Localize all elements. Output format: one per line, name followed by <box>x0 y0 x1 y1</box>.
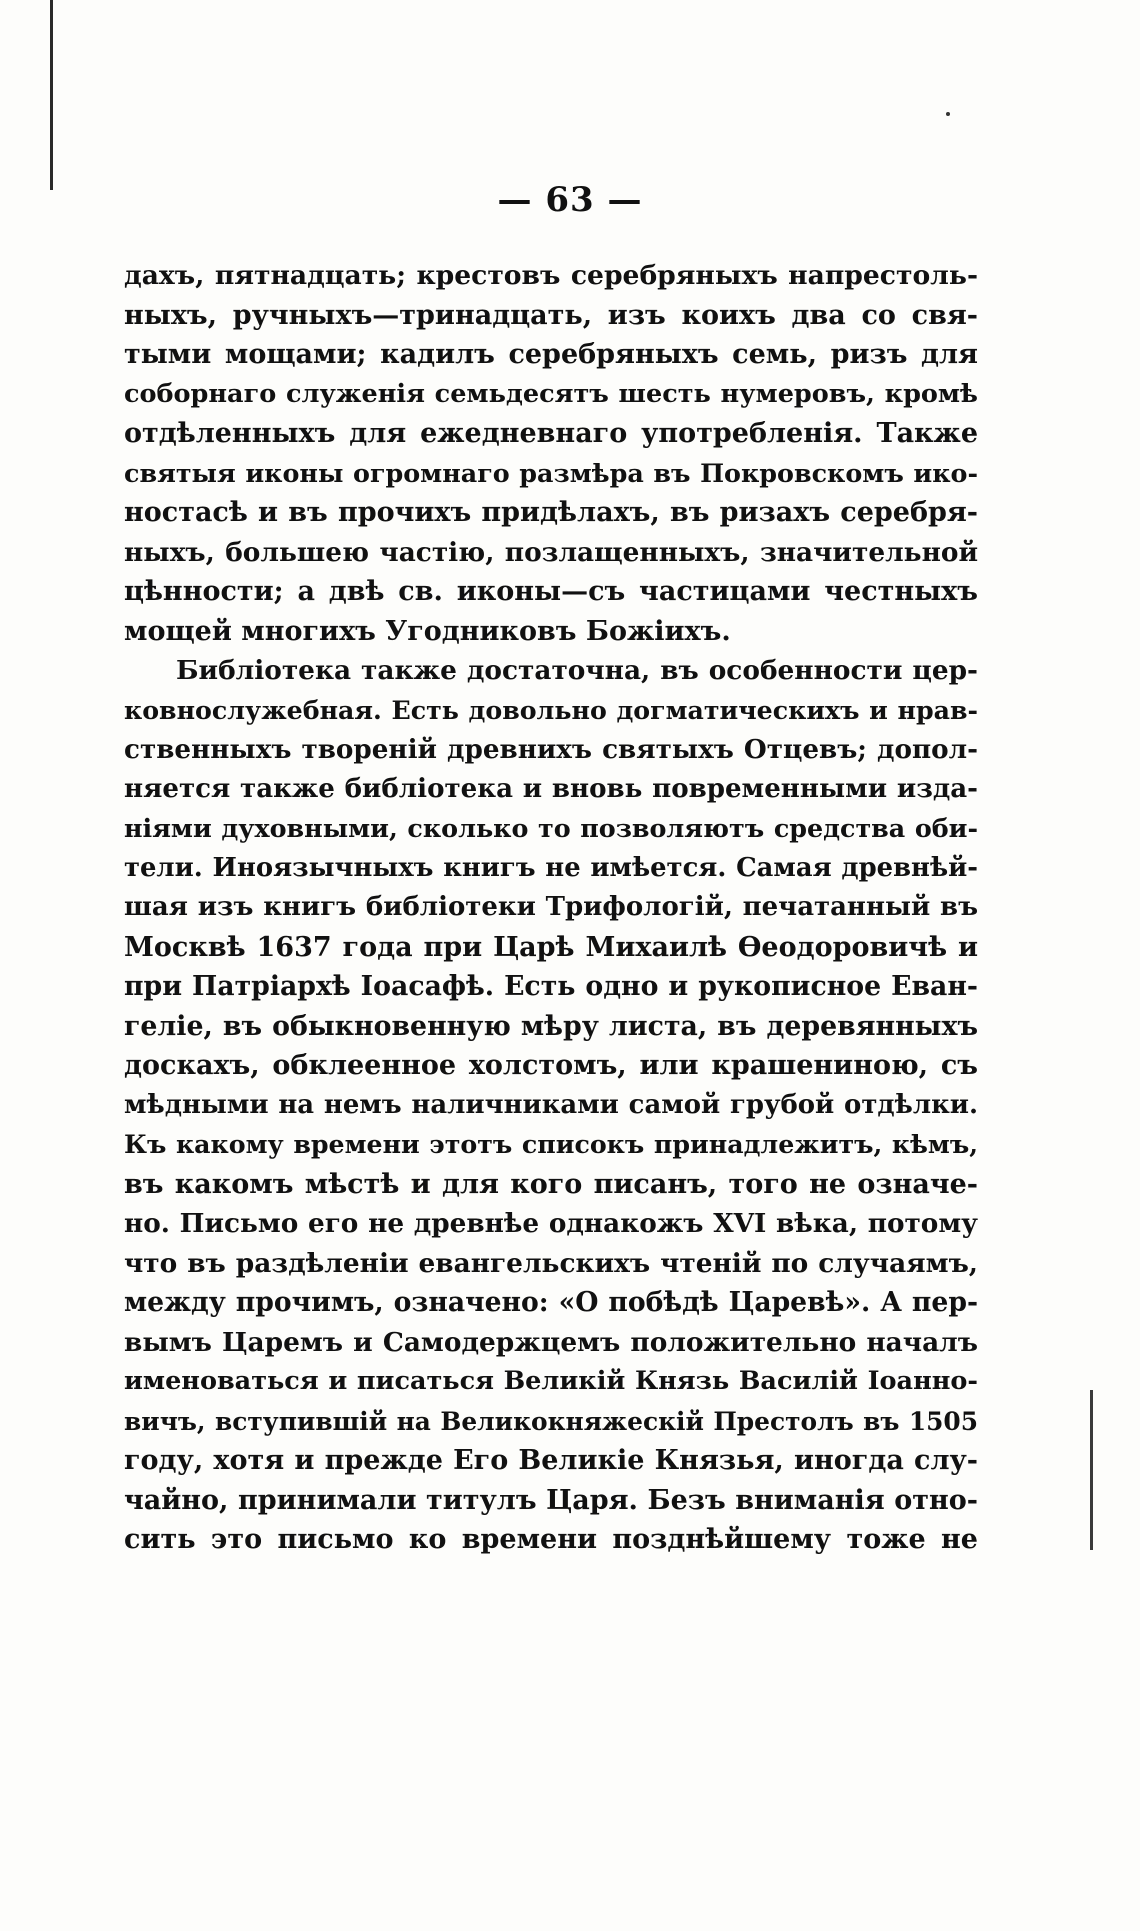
text-line: но. Письмо его не древнѣе однакожъ XVI вѣка, потому <box>124 1208 978 1239</box>
text-line: цѣнности; а двѣ св. иконы—съ частицами честныхъ <box>124 576 978 607</box>
text-line: тели. Иноязычныхъ книгъ не имѣется. Самая древнѣй- <box>124 852 978 883</box>
text-line: соборнаго служенія семьдесятъ шесть нумеровъ, кромѣ <box>124 378 978 409</box>
text-line: Москвѣ 1637 года при Царѣ Михаилѣ Өеодоровичѣ и <box>124 931 978 963</box>
page-edge-shadow <box>50 0 53 190</box>
text-line: при Патріархѣ Іоасафѣ. Есть одно и рукописное Еван- <box>124 971 978 1002</box>
text-line: тыми мощами; кадилъ серебряныхъ семь, ризъ для <box>124 339 978 370</box>
text-line: ковнослужебная. Есть довольно догматическихъ и нрав- <box>124 694 978 725</box>
text-line: сить это письмо ко времени позднѣйшему тоже не <box>124 1524 978 1555</box>
text-line: ственныхъ твореній древнихъ святыхъ Отцевъ; допол- <box>124 734 978 765</box>
text-line: вичъ, вступившій на Великокняжескій Престолъ въ 1505 <box>124 1406 978 1436</box>
text-line: году, хотя и прежде Его Великіе Князья, иногда слу- <box>124 1445 978 1476</box>
paragraph-end-line: мощей многихъ Угодниковъ Божіихъ. <box>124 615 731 647</box>
text-line: мѣдными на немъ наличниками самой грубой отдѣлки. <box>124 1089 978 1120</box>
body-text <box>124 256 978 1560</box>
text-line: дахъ, пятнадцать; крестовъ серебряныхъ напрестоль- <box>124 260 978 291</box>
text-line: что въ раздѣленіи евангельскихъ чтеній по случаямъ, <box>124 1247 978 1279</box>
text-line: чайно, принимали титулъ Царя. Безъ вниманія отно- <box>124 1484 978 1516</box>
text-line: шая изъ книгъ библіотеки Трифологій, печатанный въ <box>124 892 978 922</box>
text-line: Къ какому времени этотъ списокъ принадлежитъ, кѣмъ, <box>124 1129 978 1159</box>
text-line: ностасѣ и въ прочихъ придѣлахъ, въ ризахъ серебря- <box>124 497 978 528</box>
text-line: между прочимъ, означено: «О побѣдѣ Царевѣ». А пер- <box>124 1287 978 1318</box>
text-line: вымъ Царемъ и Самодержцемъ положительно началъ <box>124 1326 978 1358</box>
page-edge-mark <box>1090 1390 1093 1550</box>
paragraph-start-line: Библіотека также достаточна, въ особенности цер- <box>176 655 978 686</box>
text-line: въ какомъ мѣстѣ и для кого писанъ, того не означе- <box>124 1168 978 1200</box>
print-speck <box>946 112 950 116</box>
text-line: доскахъ, обклеенное холстомъ, или крашениною, съ <box>124 1050 978 1081</box>
page-number: — 63 — <box>497 180 643 220</box>
text-line: ныхъ, большею частію, позлащенныхъ, значительной <box>124 536 978 568</box>
text-line: няется также библіотека и вновь повременными изда- <box>124 773 978 804</box>
text-line: святыя иконы огромнаго размѣра въ Покровскомъ ико- <box>124 457 978 488</box>
text-line: ніями духовными, сколько то позволяютъ средства оби- <box>124 813 978 843</box>
text-line: отдѣленныхъ для ежедневнаго употребленія. Также <box>124 418 978 449</box>
text-line: ныхъ, ручныхъ—тринадцать, изъ коихъ два со свя- <box>124 299 978 331</box>
text-line: геліе, въ обыкновенную мѣру листа, въ деревянныхъ <box>124 1010 978 1042</box>
text-line: именоваться и писаться Великій Князь Василій Іоанно- <box>124 1366 978 1396</box>
